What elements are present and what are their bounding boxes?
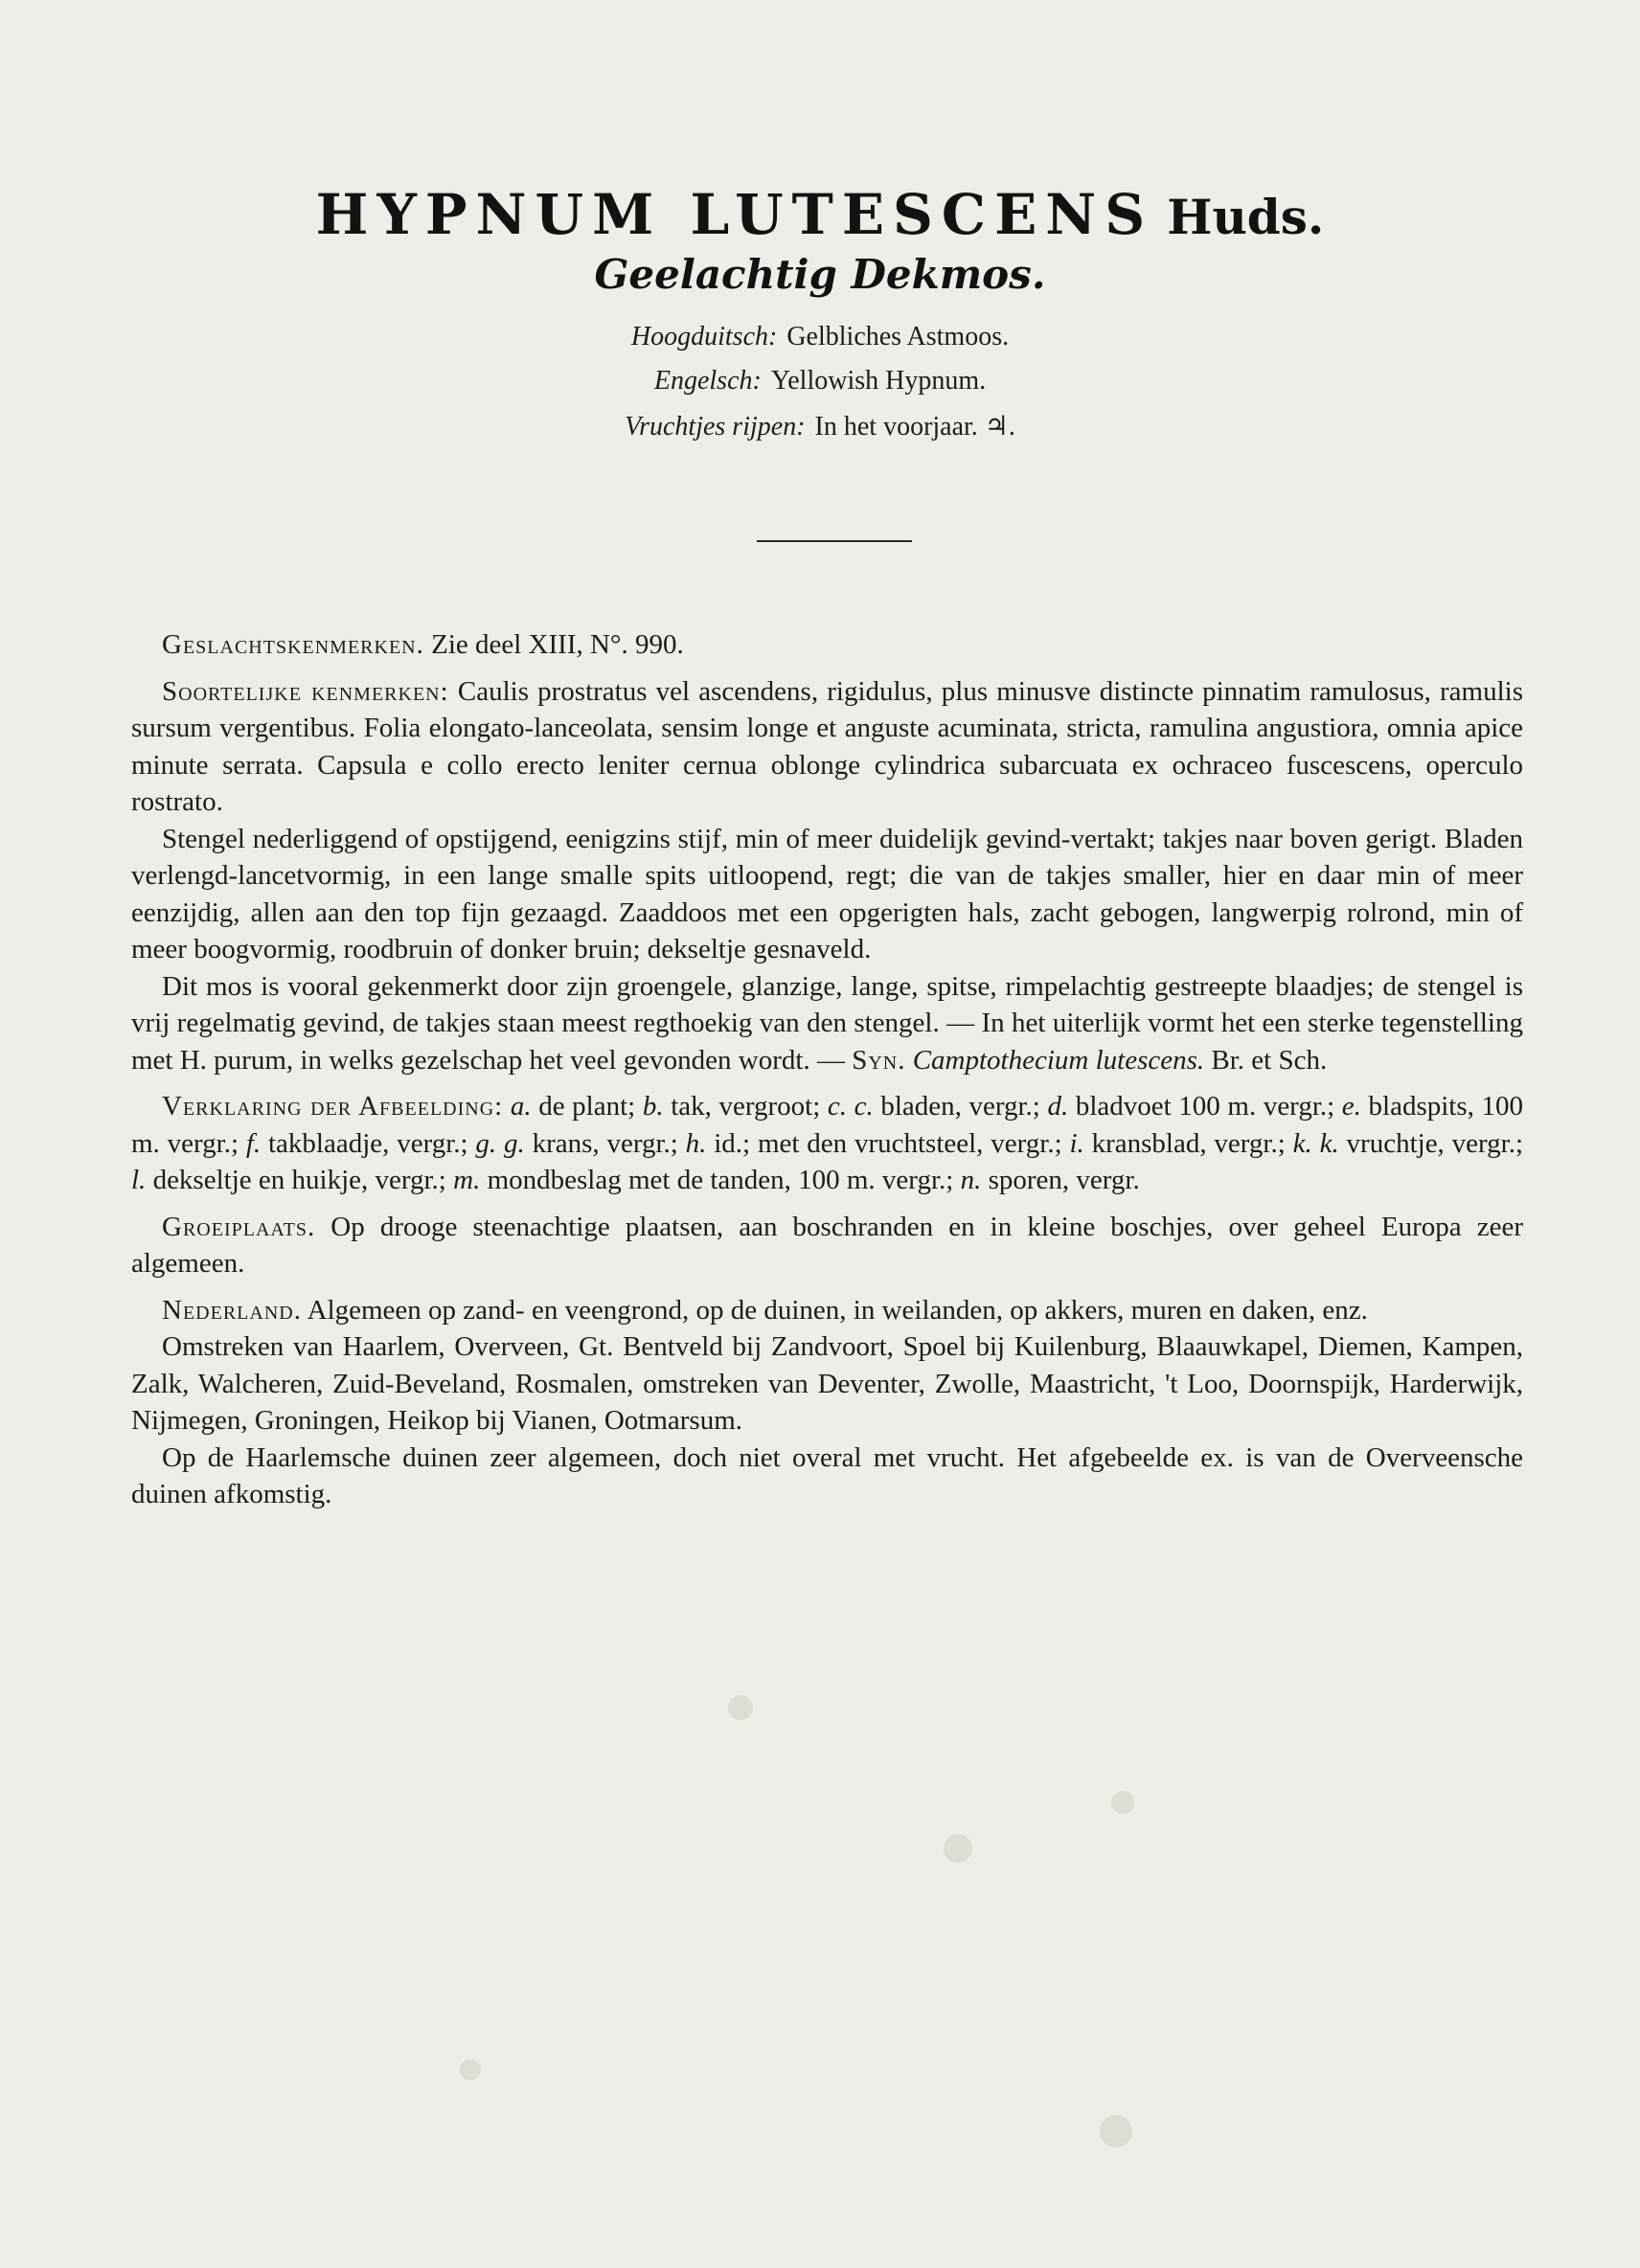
- figure-description: de plant;: [538, 1091, 636, 1122]
- english-label: Engelsch:: [653, 366, 762, 396]
- figure-letter: g. g.: [475, 1127, 525, 1159]
- geslacht-label: Geslachtskenmerken.: [162, 629, 424, 660]
- syn-italic: Camptothecium lutescens.: [912, 1044, 1205, 1076]
- figure-description: tak, vergroot;: [671, 1091, 821, 1122]
- figure-description: mondbeslag met de tanden, 100 m. vergr.;: [487, 1165, 954, 1195]
- german-value: Gelbliches Astmoos.: [786, 322, 1010, 352]
- verklaring-label: Verklaring der Afbeelding:: [162, 1091, 504, 1122]
- figure-description: takblaadje, vergr.;: [267, 1127, 468, 1159]
- paragraph-haarlem: [131, 1440, 1523, 1513]
- figure-letter: d.: [1047, 1091, 1069, 1122]
- nederland-label: Nederland.: [162, 1294, 302, 1326]
- nederland-text: Algemeen op zand- en veengrond, op de duinen, in weilanden, op akkers, muren en daken, enz.: [307, 1294, 1368, 1326]
- syn-text: Br. et Sch.: [1211, 1044, 1328, 1076]
- figure-letter: e.: [1341, 1091, 1361, 1122]
- syn-label: Syn.: [852, 1044, 906, 1076]
- figure-letter: b.: [642, 1091, 664, 1122]
- groeiplaats-text: Op drooge steenachtige plaatsen, aan boschranden en in kleine boschjes, over geheel Europa zeer algemeen.: [131, 1211, 1523, 1279]
- figure-description: bladen, vergr.;: [880, 1091, 1040, 1122]
- german-name-line: [0, 322, 1640, 352]
- soort-text: Caulis prostratus vel ascendens, rigidulus, plus minusve distincte pinnatim ramulosus, ramulis sursum vergentibus. Folia elongato-lanceolata, sensim longe et anguste acuminata, stricta, ramulina angustiora, omnia apice minute serrata. Capsula e collo erecto leniter cernua oblonge cylindrica subarcuata ex ochraceo fuscescens, operculo rostrato.: [131, 675, 1524, 817]
- figure-description: vruchtje, vergr.;: [1346, 1127, 1524, 1159]
- dutch-name: Geelachtig Dekmos.: [594, 251, 1046, 298]
- figure-description: kransblad, vergr.;: [1091, 1127, 1286, 1159]
- geslacht-text: Zie deel XIII, N°. 990.: [431, 629, 684, 660]
- groeiplaats-label: Groeiplaats.: [162, 1211, 316, 1242]
- omstreken-text: Omstreken van Haarlem, Overveen, Gt. Bentveld bij Zandvoort, Spoel bij Kuilenburg, Blaauwkapel, Diemen, Kampen, Zalk, Walcheren, Zuid-Beveland, Rosmalen, omstreken van Deventer, Zwolle, Maastricht, 't Loo, Doornspijk, Harderwijk, Nijmegen, Groningen, Heikop bij Vianen, Ootmarsum.: [131, 1331, 1523, 1436]
- paragraph-stengel: [131, 821, 1523, 968]
- fruit-value: In het voorjaar. ♃.: [814, 412, 1015, 442]
- figure-letter: h.: [685, 1127, 707, 1159]
- german-label: Hoogduitsch:: [630, 322, 778, 352]
- haarlem-text: Op de Haarlemsche duinen zeer algemeen, doch niet overal met vrucht. Het afgebeelde ex. is van de Overveensche duinen afkomstig.: [131, 1441, 1523, 1509]
- english-name-line: [0, 366, 1640, 397]
- fruit-label: Vruchtjes rijpen:: [625, 412, 806, 442]
- paragraph-omstreken: [131, 1328, 1523, 1440]
- title-author: Huds.: [1167, 189, 1325, 245]
- figure-letter: a.: [510, 1091, 532, 1122]
- paper-spot: [460, 2059, 481, 2080]
- fruiting-line: [0, 410, 1640, 442]
- divider-rule: [757, 540, 912, 542]
- figure-description: bladspits, 100 m. vergr.;: [131, 1091, 1524, 1159]
- figure-description: dekseltje en huikje, vergr.;: [152, 1165, 446, 1195]
- figure-letter: i.: [1069, 1127, 1084, 1159]
- paragraph-groeiplaats: [131, 1209, 1523, 1282]
- paragraph-verklaring: [131, 1088, 1523, 1199]
- paper-spot: [1111, 1791, 1134, 1814]
- title-latin: HYPNUM LUTESCENS: [315, 182, 1154, 247]
- figure-letter: k. k.: [1292, 1127, 1339, 1159]
- paragraph-soort: [131, 673, 1523, 821]
- dit-mos-text: Dit mos is vooral gekenmerkt door zijn groengele, glanzige, lange, spitse, rimpelachtig gestreepte blaadjes; de stengel is vrij regelmatig gevind, de takjes staan meest regthoekig van den stengel. — In het uiterlijk vormt het een sterke tegenstelling met H. purum, in welks gezelschap het veel gevonden wordt. —: [131, 970, 1523, 1076]
- paragraph-geslacht: [131, 626, 1523, 664]
- soort-label: Soortelijke kenmerken:: [162, 675, 449, 707]
- paper-spot: [944, 1834, 972, 1863]
- figure-letter: m.: [453, 1165, 481, 1195]
- figure-letter: l.: [131, 1165, 147, 1195]
- figure-description: krans, vergr.;: [532, 1127, 678, 1159]
- figure-letter: f.: [245, 1127, 262, 1159]
- species-title: [0, 182, 1640, 247]
- figure-description: bladvoet 100 m. vergr.;: [1075, 1091, 1335, 1122]
- paragraph-dit-mos: [131, 968, 1523, 1079]
- figure-description: sporen, vergr.: [988, 1165, 1140, 1195]
- paragraph-nederland: [131, 1292, 1523, 1329]
- figure-letter: n.: [960, 1165, 982, 1195]
- figure-letter: c. c.: [827, 1091, 874, 1122]
- figure-description: id.; met den vruchtsteel, vergr.;: [714, 1127, 1062, 1159]
- stengel-text: Stengel nederliggend of opstijgend, eenigzins stijf, min of meer duidelijk gevind-vertakt; takjes naar boven gerigt. Bladen verlengd-lancetvormig, in een lange smalle spits uitloopend, regt; die van de takjes smaller, hier en daar min of meer eenzijdig, allen aan den top fijn gezaagd. Zaaddoos met een opgerigten hals, zacht gebogen, langwerpig rolrond, min of meer boogvormig, roodbruin of donker bruin; dekseltje gesnaveld.: [131, 823, 1523, 964]
- description-body: [131, 626, 1523, 1513]
- paper-spot: [728, 1695, 753, 1720]
- english-value: Yellowish Hypnum.: [770, 366, 987, 396]
- paper-spot: [1100, 2115, 1132, 2147]
